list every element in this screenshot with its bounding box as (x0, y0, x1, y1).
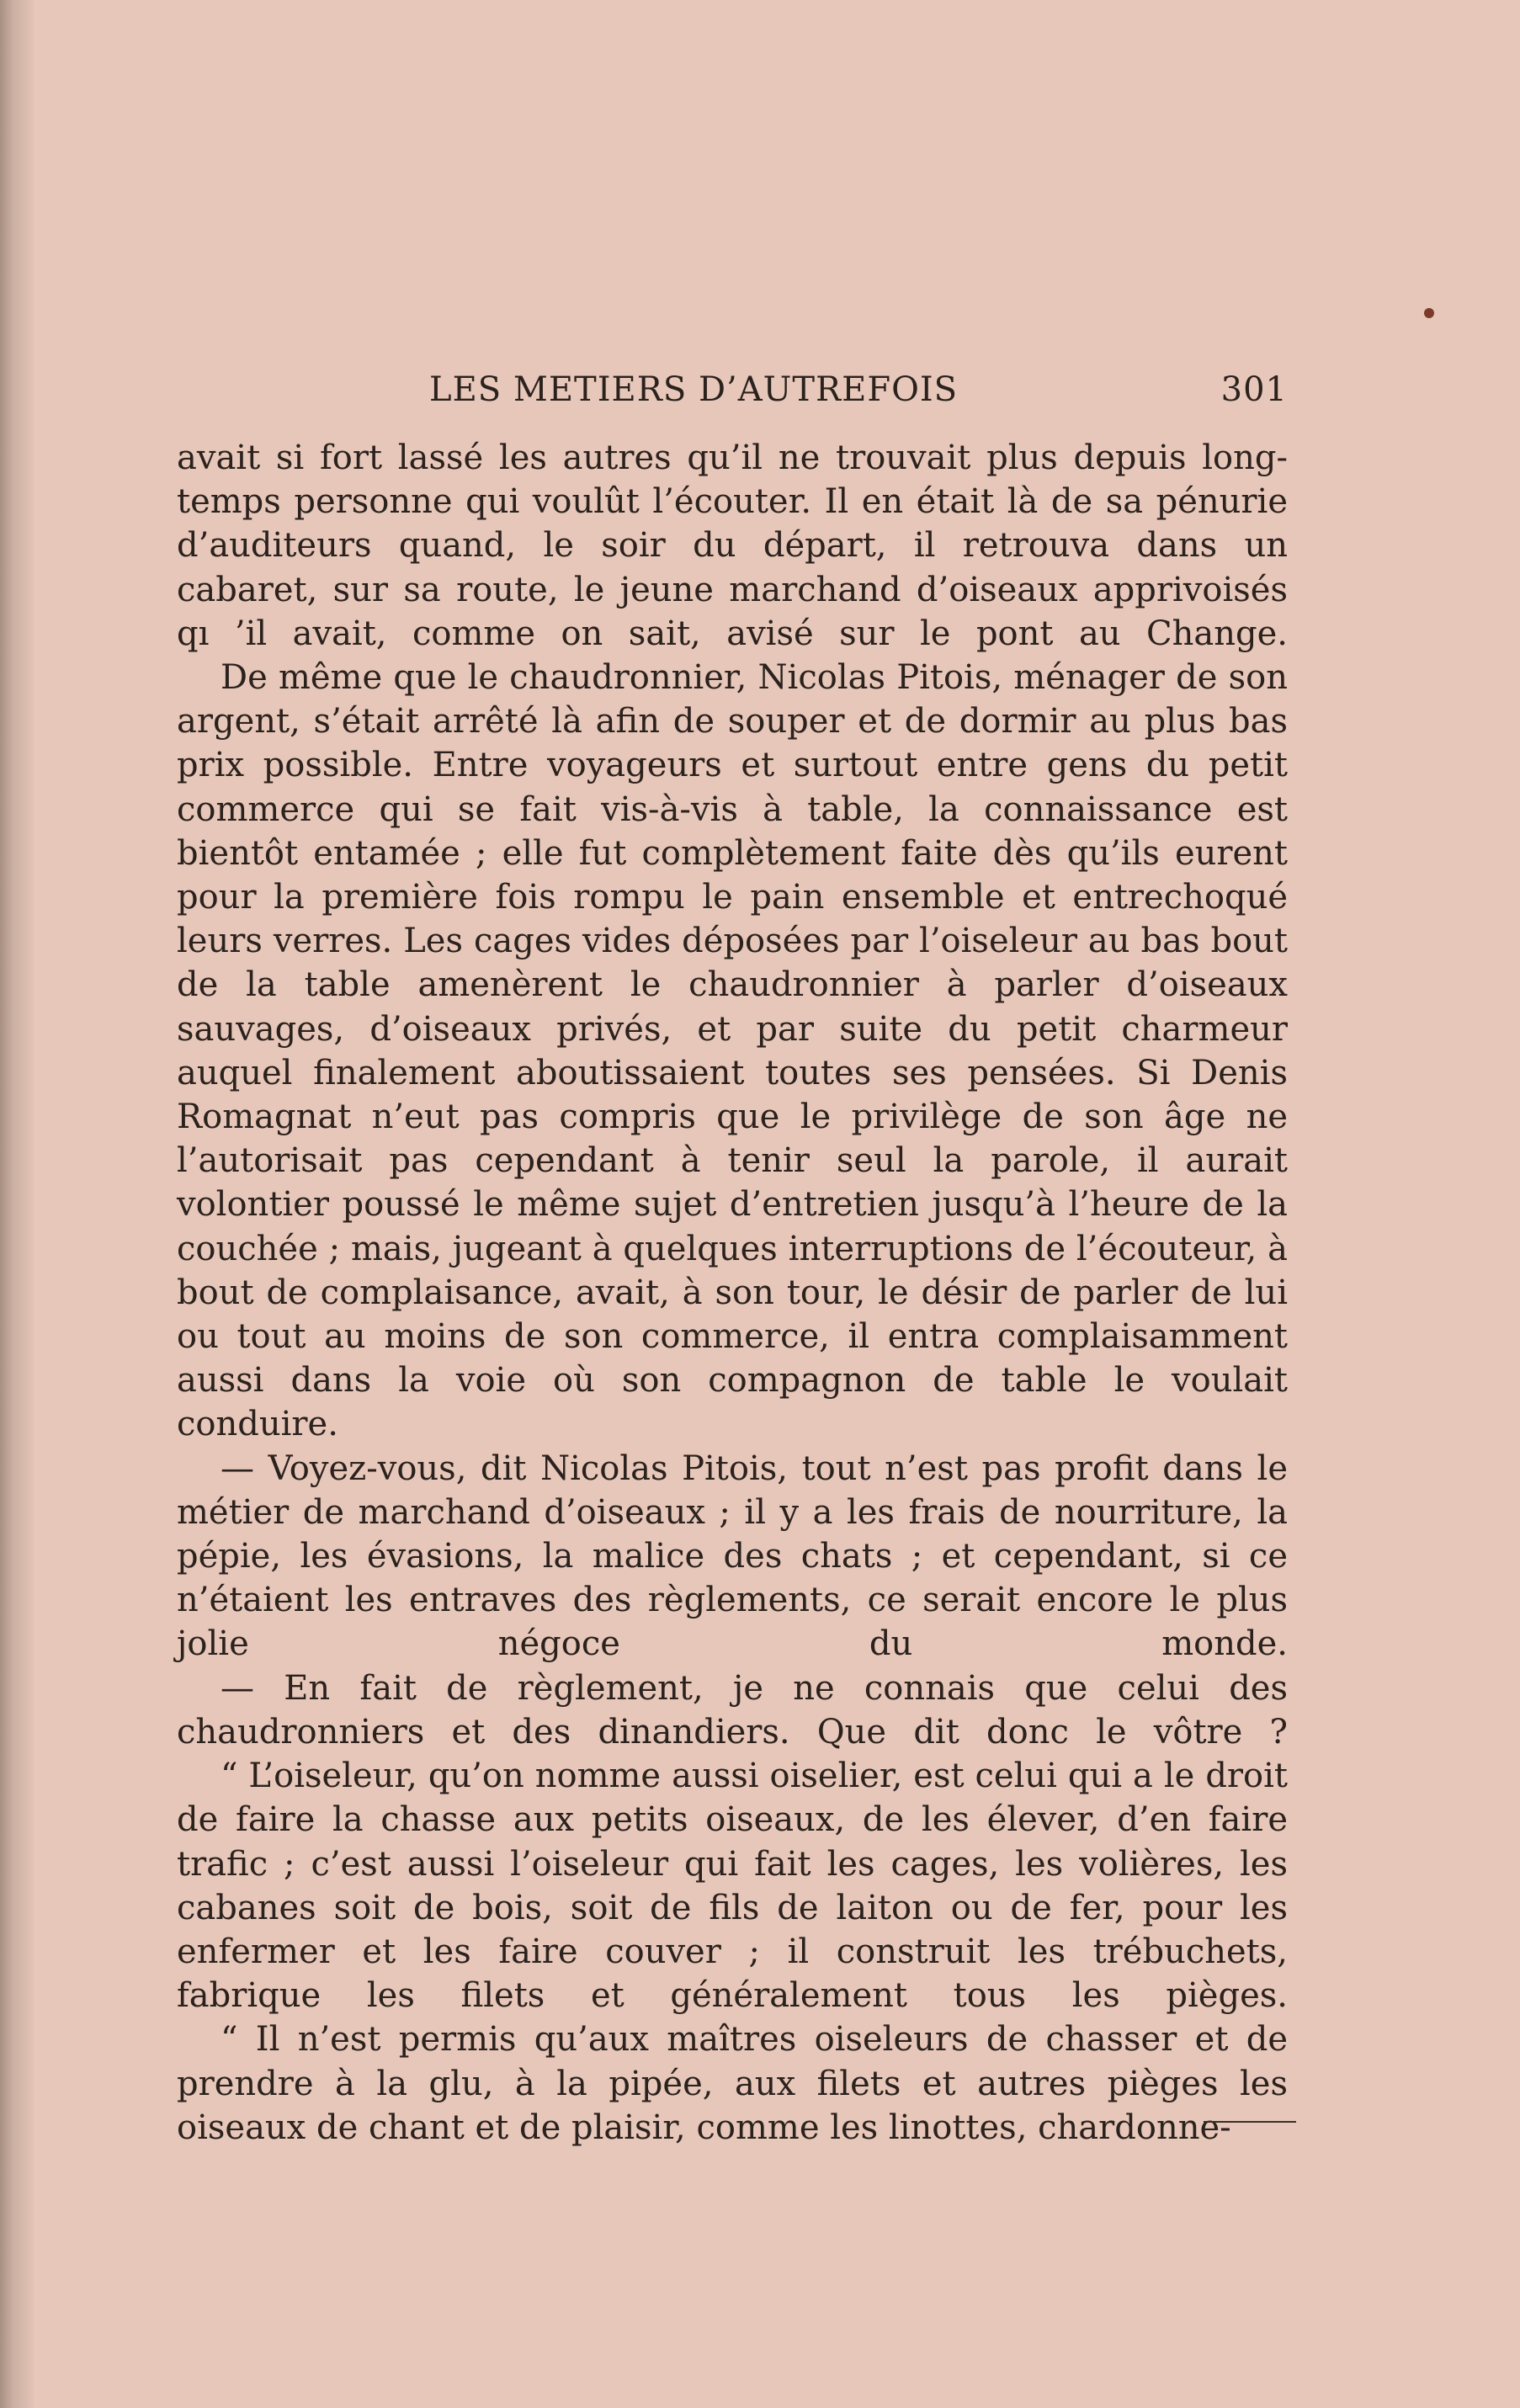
book-spine-shadow (0, 0, 34, 2408)
paragraph-1: avait si fort lassé les autres qu’il ne trouvait plus depuis long-temps personne qui voulût l’écouter. Il en était là de sa pénurie d’auditeurs quand, le soir du départ, il retrouva dans un cabaret, sur sa route, le jeune marchand d’oiseaux apprivoisés qı ’il avait, comme on sait, avisé sur le pont au Change. (177, 439, 1288, 653)
paragraph-5: “ L’oiseleur, qu’on nomme aussi oiselier, est celui qui a le droit de faire la chasse aux petits oiseaux, de les élever, d’en faire trafic ; c’est aussi l’oiseleur qui fait les cages, les volières, les cabanes soit de bois, soit de fils de laiton ou de fer, pour les enfermer et les faire couver ; il construit les trébuchets, fabrique les filets et généralement tous les pièges. (177, 1757, 1288, 2016)
running-title: LES METIERS D’AUTREFOIS (429, 370, 959, 409)
running-header (177, 370, 1288, 421)
catchword-rule (1204, 2121, 1296, 2140)
page-content (177, 370, 1288, 2150)
paragraph-6: “ Il n’est permis qu’aux maîtres oiseleurs de chasser et de prendre à la glu, à la pipée, aux filets et autres pièges les oiseaux de chant et de plaisir, comme les linottes, chardonne- (177, 2020, 1288, 2147)
paragraph-2: De même que le chaudronnier, Nicolas Pitois, ménager de son argent, s’était arrêté là afin de souper et de dormir au plus bas prix possible. Entre voyageurs et surtout entre gens du petit commerce qui se fait vis-à-vis à table, la connaissance est bientôt entamée ; elle fut complètement faite dès qu’ils eurent pour la première fois rompu le pain ensemble et entrechoqué leurs verres. Les cages vides déposées par l’oiseleur au bas bout de la table amenèrent le chaudronnier à parler d’oiseaux sauvages, d’oiseaux privés, et par suite du petit charmeur auquel finalement aboutissaient toutes ses pensées. Si Denis Romagnat n’eut pas compris que le privilège de son âge ne l’autorisait pas cependant à tenir seul la parole, il aurait volontier poussé le même sujet d’entretien jusqu’à l’heure de la couchée ; mais, jugeant à quelques interruptions de l’écouteur, à bout de complaisance, avait, à son tour, le désir de parler de lui ou tout au moins de son commerce, il entra complaisamment aussi dans la voie où son compagnon de table le voulait conduire. (177, 658, 1288, 1444)
paragraph-4: — En fait de règlement, je ne connais que celui des chaudronniers et des dinandiers. Que dit donc le vôtre ? (177, 1668, 1288, 1752)
page-number: 301 (1220, 370, 1288, 409)
ink-speck (1424, 308, 1434, 318)
paragraph-3: — Voyez-vous, dit Nicolas Pitois, tout n’est pas profit dans le métier de marchand d’oiseaux ; il y a les frais de nourriture, la pépie, les évasions, la malice des chats ; et cependant, si ce n’étaient les entraves des règlements, ce serait encore le plus jolie négoce du monde. (177, 1449, 1288, 1664)
